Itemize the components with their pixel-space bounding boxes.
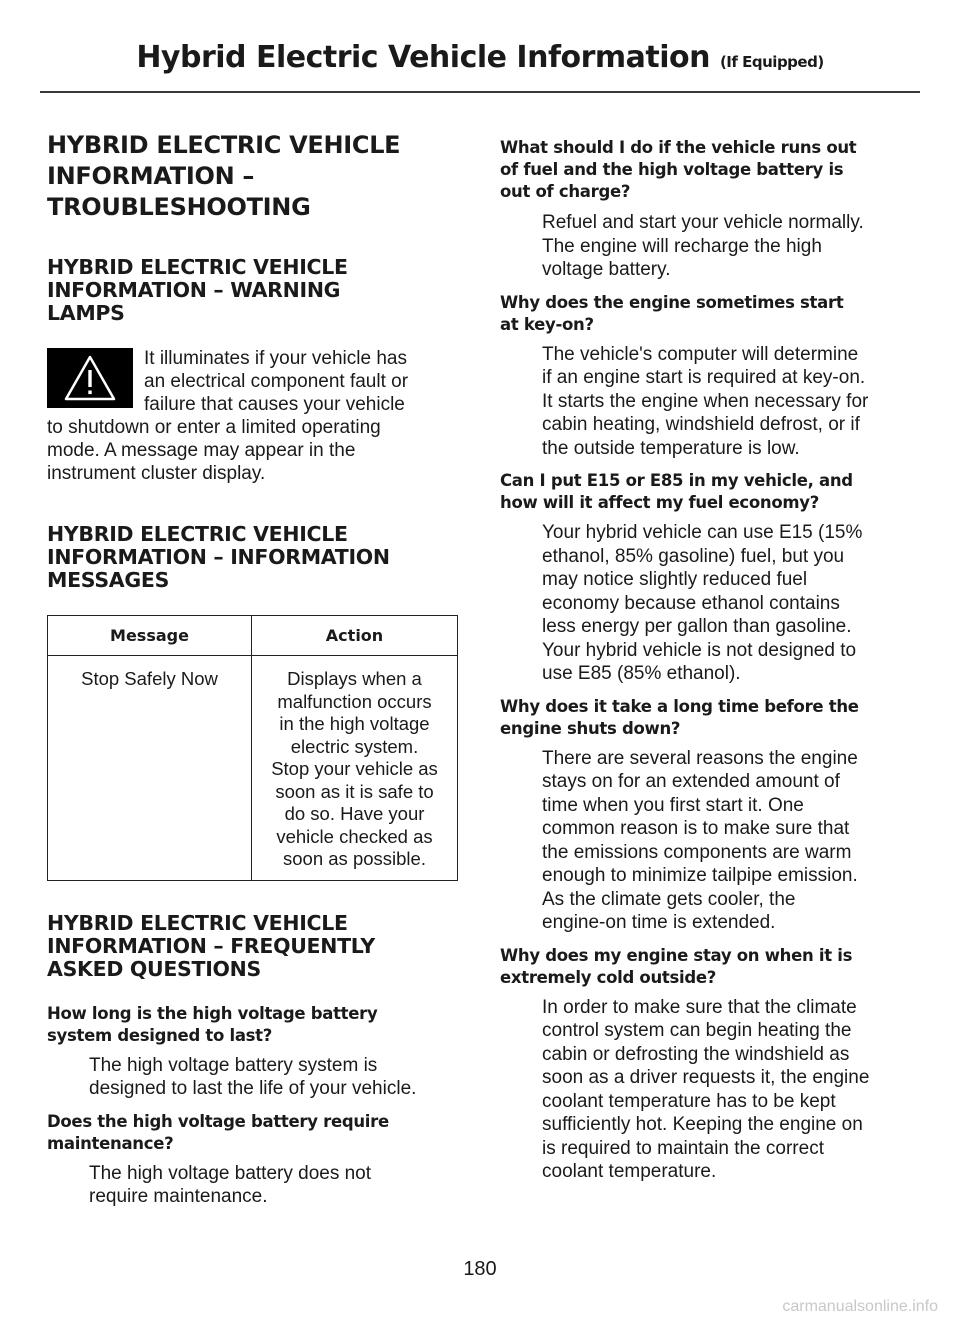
faq-question: How long is the high voltage battery system designed to last? [47,1003,378,1045]
message-cell: Stop Safely Now [48,656,252,881]
header-title: Hybrid Electric Vehicle Information [136,40,710,75]
faq-answer: There are several reasons the engine stays on for an extended amount of time when you first start it. One common reason is to make sure that the emissions components are warm enough to minimize tailpipe emission. As the climate gets cooler, the engine-on time is extended. [542,747,858,933]
table-row [48,656,458,881]
column-header-action: Action [252,616,458,656]
warning-lamp-description: It illuminates if your vehicle has an electrical component fault or failure that causes your vehicle to shutdown or enter a limited operating mode. A message may appear in the instrument cluster display. [47,348,409,484]
section-heading-information-messages: HYBRID ELECTRIC VEHICLE INFORMATION – INFORMATION MESSAGES [47,522,390,592]
watermark-text: carmanualsonline.info [782,1298,938,1315]
page-number: 180 [463,1258,497,1280]
faq-question: Why does the engine sometimes start at key-on? [500,292,844,334]
faq-answer: Your hybrid vehicle can use E15 (15% ethanol, 85% gasoline) fuel, but you may notice slightly reduced fuel economy because ethanol contains less energy per gallon than gasoline. Your hybrid vehicle is not designed to use E85 (85% ethanol). [542,522,863,684]
faq-answer: In order to make sure that the climate control system can begin heating the cabin or defrosting the windshield as soon as a driver requests it, the engine coolant temperature has to be kept sufficiently hot. Keeping the engine on is required to maintain the correct coolant temperature. [542,996,870,1182]
table-header-row [48,616,458,656]
page-header [0,40,960,75]
header-subtitle: (If Equipped) [719,53,824,71]
column-header-message: Message [48,616,252,656]
faq-question: What should I do if the vehicle runs out of fuel and the high voltage battery is out of charge? [500,138,857,201]
faq-question: Why does my engine stay on when it is extremely cold outside? [500,945,853,987]
faq-answer: The vehicle's computer will determine if an engine start is required at key-on. It starts the engine when necessary for cabin heating, windshield defrost, or if the outside temperature is low. [542,343,869,459]
section-heading-troubleshooting: HYBRID ELECTRIC VEHICLE INFORMATION – TROUBLESHOOTING [47,131,401,221]
faq-question: Does the high voltage battery require maintenance? [47,1111,389,1153]
information-messages-table [47,615,458,881]
faq-question: Why does it take a long time before the engine shuts down? [500,696,859,738]
action-cell: Displays when a malfunction occurs in the high voltage electric system. Stop your vehicle as soon as it is safe to do so. Have your vehicle checked as soon as possible. [252,656,458,881]
header-divider [40,91,920,93]
faq-answer: The high voltage battery does not require maintenance. [89,1162,372,1207]
faq-question: Can I put E15 or E85 in my vehicle, and how will it affect my fuel economy? [500,471,853,512]
faq-answer: Refuel and start your vehicle normally. The engine will recharge the high voltage battery. [542,212,864,280]
right-column [500,137,916,1184]
section-heading-faq: HYBRID ELECTRIC VEHICLE INFORMATION – FREQUENTLY ASKED QUESTIONS [47,910,375,981]
faq-answer: The high voltage battery system is designed to last the life of your vehicle. [89,1054,417,1099]
left-column [47,130,459,1209]
warning-triangle-icon [47,348,133,408]
section-heading-warning-lamps: HYBRID ELECTRIC VEHICLE INFORMATION – WARNING LAMPS [47,255,348,325]
